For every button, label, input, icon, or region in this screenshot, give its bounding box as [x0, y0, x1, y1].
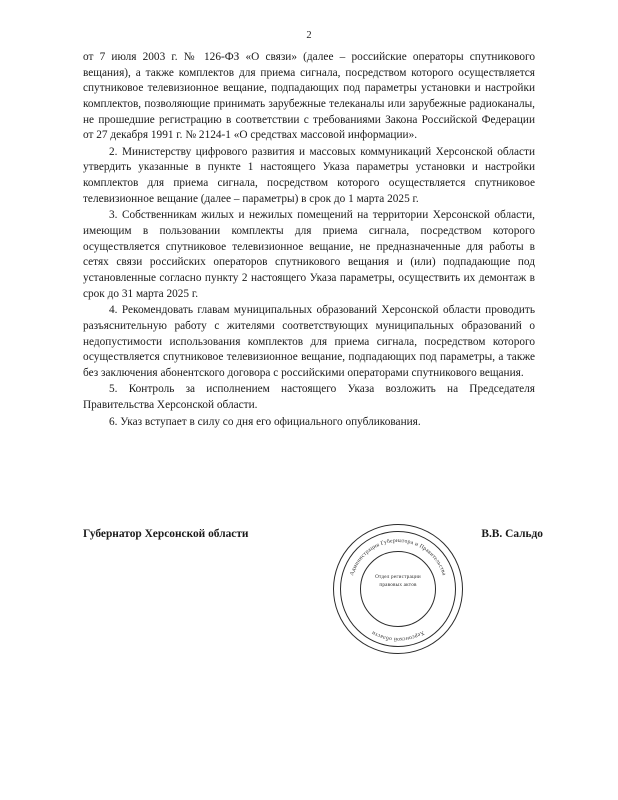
- signature-title: Губернатор Херсонской области: [83, 528, 249, 540]
- signature-name: В.В. Сальдо: [481, 528, 543, 540]
- signature-block: [83, 528, 543, 540]
- paragraph-6: 6. Указ вступает в силу со дня его официального опубликования.: [109, 415, 421, 428]
- stamp-middle-ring: [340, 531, 456, 647]
- paragraph-3: 3. Собственникам жилых и нежилых помещений на территории Херсонской области, имеющим в пользовании комплекты для приема сигнала, посредством которого осуществляется спутниковое телевизионное вещание, не предназначенные для работы в сетях связи российских операторов спутникового вещания и (или) подпадающие под установленные согласно пункту 2 настоящего Указа параметры, осуществить их демонтаж в срок до 31 марта 2025 г.: [83, 209, 535, 300]
- stamp-top-arc: Администрация Губернатора и Правительства: [349, 537, 447, 577]
- stamp-outer-ring: [333, 524, 463, 654]
- paragraph-4: 4. Рекомендовать главам муниципальных образований Херсонской области проводить разъяснительную работу с жителями соответствующих муниципальных образований о недопустимости использования комплектов для приема сигнала, посредством которого осуществляется спутниковое телевизионное вещание, подпадающих под параметры, а также без заключения абонентского договора с российскими операторами спутникового вещания.: [83, 304, 535, 379]
- paragraph-1: от 7 июля 2003 г. № 126-ФЗ «О связи» (далее – российские операторы спутникового вещания), а также комплектов для приема сигнала, посредством которого осуществляется спутниковое телевизионное вещание, подпадающих под параметры установки и настройки комплектов, позволяющие принимать зарубежные телеканалы или зарубежные радиоканалы, не прошедшие регистрацию в соответствии с требованиями Закона Российской Федерации от 27 декабря 1991 г. № 2124-1 «О средствах массовой информации».: [83, 51, 535, 142]
- paragraph-5: 5. Контроль за исполнением настоящего Указа возложить на Председателя Правительства Херсонской области.: [83, 383, 535, 412]
- stamp-bottom-arc: Херсонской области: [370, 629, 426, 642]
- svg-text:Администрация Губернатора и Пр: [349, 538, 447, 577]
- page-number: 2: [306, 30, 312, 41]
- official-stamp: [333, 524, 463, 654]
- svg-text:Херсонской области: [371, 629, 425, 643]
- document-body: [83, 50, 535, 430]
- stamp-arc-text: [333, 524, 463, 654]
- stamp-center-text: Отдел регистрации правовых актов: [375, 574, 421, 588]
- stamp-inner-ring: [360, 551, 436, 627]
- paragraph-2: 2. Министерству цифрового развития и массовых коммуникаций Херсонской области утвердить указанные в пункте 1 настоящего Указа параметры установки и настройки комплектов для приема сигнала, посредством которого осуществляется спутниковое телевизионное вещание (далее – параметры) в срок до 1 марта 2025 г.: [83, 145, 535, 205]
